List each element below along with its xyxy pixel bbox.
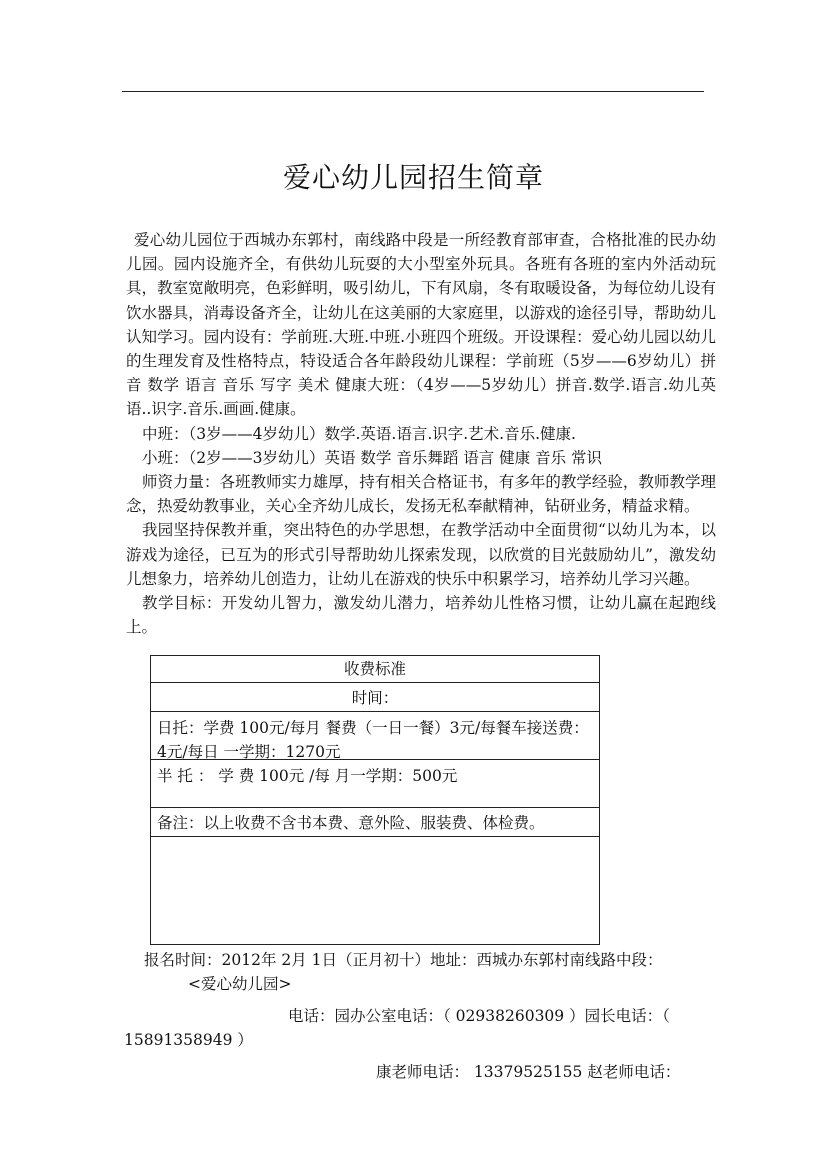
header-rule: [122, 91, 704, 92]
fee-table-header: 收费标准: [151, 656, 599, 683]
page-title: 爱心幼儿园招生简章: [282, 161, 544, 194]
fee-table-half-day: 半 托 ： 学 费 100元 /每 月一学期：500元: [151, 760, 599, 808]
body-text: [126, 228, 716, 639]
teachers-paragraph: 师资力量：各班教师实力雄厚，持有相关合格证书，有多年的教学经验，教师教学理念，热爱幼教事业，关心全齐幼儿成长，发扬无私奉献精神，钻研业务，精益求精。: [126, 473, 716, 516]
philosophy-paragraph: 我园坚持保教并重，突出特色的办学思想，在教学活动中全面贯彻“以幼儿为本，以游戏为途径，已互为的形式引导帮助幼儿探索发现，以欣赏的目光鼓励幼儿”，激发幼儿想象力，培养幼儿创造力，让幼儿在游戏的快乐中积累学习，培养幼儿学习兴趣。: [126, 521, 716, 588]
fee-table-note: 备注：以上收费不含书本费、意外险、服装费、体检费。: [151, 808, 599, 837]
school-name-line: <爱心幼儿园>: [188, 975, 292, 993]
phone-line: 电话：园办公室电话：（ 02938260309 ）园长电话：（: [288, 1007, 670, 1025]
registration-line: 报名时间：2012年 2月 1日（正月初十）地址：西城办东郭村南线路中段：: [144, 951, 663, 969]
intro-paragraph: 爱心幼儿园位于西城办东郭村，南线路中段是一所经教育部审查，合格批准的民办幼儿园。园内设施齐全，有供幼儿玩耍的大小型室外玩具。各班有各班的室内外活动玩具，教室宽敞明亮，色彩鲜明，吸引幼儿，下有风扇，冬有取暖设备，为每位幼儿设有饮水器具，消毒设备齐全，让幼儿在这美丽的大家庭里，以游戏的途径引导，帮助幼儿认知学习。园内设有：学前班.大班.中班.小班四个班级。开设课程：爱心幼儿园以幼儿的生理发育及性格特点，特设适合各年龄段幼儿课程：学前班（5岁——6岁幼儿）拼音 数学 语言 音乐 写字 美术 健康大班：（4岁——5岁幼儿）拼音.数学.语言.幼儿英语..识字.音乐.画画.健康。: [126, 231, 716, 419]
fee-table-full-day: 日托：学费 100元/每月 餐费（一日一餐）3元/每餐车接送费：4元/每日 一学期：1270元: [151, 712, 599, 760]
phone-line-continued: 15891358949 ）: [124, 1031, 253, 1049]
middle-class-paragraph: 中班：（3岁——4岁幼儿）数学.英语.语言.识字.艺术.音乐.健康.: [142, 424, 576, 443]
fee-table-time: 时间：: [151, 683, 599, 712]
small-class-paragraph: 小班：（2岁——3岁幼儿）英语 数学 音乐舞蹈 语言 健康 音乐 常识: [142, 448, 603, 467]
fee-table-empty-cell: [151, 837, 599, 944]
teacher-phones-line: 康老师电话： 13379525155 赵老师电话：: [376, 1063, 681, 1081]
footer-contact: [126, 948, 716, 1084]
goals-paragraph: 教学目标：开发幼儿智力，激发幼儿潜力，培养幼儿性格习惯，让幼儿赢在起跑线上。: [126, 594, 716, 637]
fee-table: [150, 655, 600, 945]
